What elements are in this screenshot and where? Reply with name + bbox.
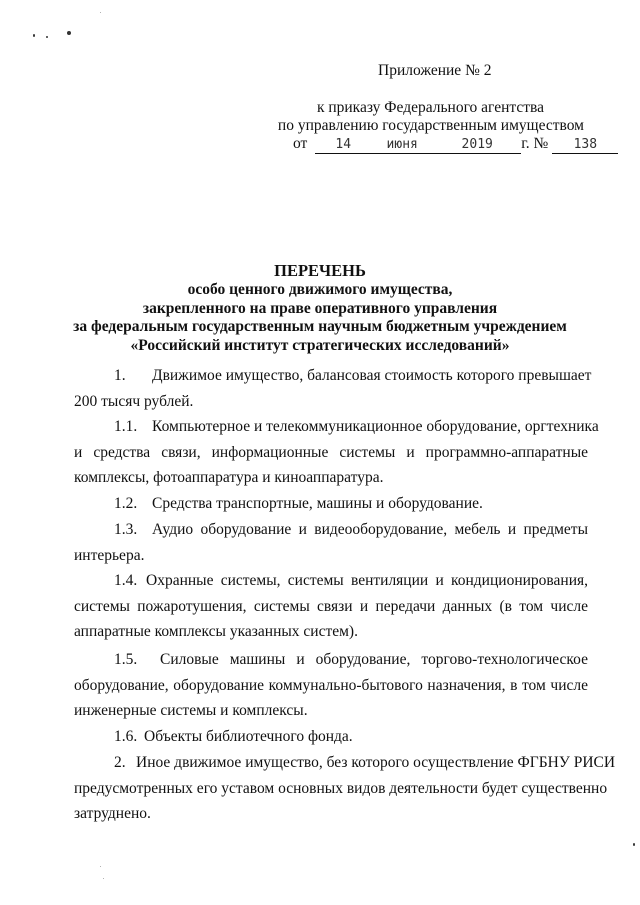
item-1-1 — [74, 414, 599, 491]
item-1-2 — [74, 491, 588, 517]
order-reference-line-1: к приказу Федерального агентства — [316, 99, 544, 116]
item-line: 1.6. Объекты библиотечного фонда. — [74, 724, 588, 750]
item-line: предусмотренных его уставом основных видов деятельности будет существенно — [74, 779, 608, 797]
item-number: 1.1. — [114, 418, 138, 435]
title-line-3: за федеральным государственным научным бюджетным учреждением — [73, 318, 567, 335]
item-line: оборудование, оборудование коммунально-бытового назначения, в том числе — [74, 676, 588, 694]
scan-speck — [33, 34, 35, 37]
order-day: 14 — [315, 137, 371, 154]
document-title: ПЕРЕЧЕНЬ — [274, 261, 366, 280]
scan-speck — [67, 31, 71, 35]
item-line: интерьера. — [74, 546, 145, 564]
scan-speck — [100, 12, 101, 13]
order-number: 138 — [552, 137, 618, 154]
item-number: 1.5. — [114, 651, 138, 668]
item-number: 1.3. — [114, 521, 138, 538]
item-line: комплексы, фотоаппаратура и киноаппаратура. — [74, 469, 384, 486]
item-1-4 — [74, 568, 588, 645]
scan-speck — [46, 36, 48, 38]
item-line: 1.5. Силовые машины и оборудование, торгово-технологическое — [74, 647, 588, 673]
item-number: 1.4. — [114, 572, 138, 589]
item-1-5 — [74, 647, 588, 724]
item-line: 200 тысяч рублей. — [74, 392, 194, 410]
item-number: 1. — [114, 367, 126, 384]
item-line: затруднено. — [74, 805, 151, 822]
item-line: системы пожаротушения, системы связи и передачи данных (в том числе — [74, 597, 588, 615]
year-suffix: г. № — [521, 135, 549, 152]
item-line: инженерные системы и комплексы. — [74, 702, 308, 719]
item-line: аппаратные комплексы указанных систем). — [74, 623, 358, 640]
order-month: июня — [371, 137, 433, 154]
date-prefix: от — [293, 135, 308, 152]
item-line: и средства связи, информационные системы и программно-аппаратные — [74, 443, 588, 461]
item-line: 1. Движимое имущество, балансовая стоимость которого превышает — [74, 363, 588, 389]
item-1-6 — [74, 724, 588, 750]
scan-speck — [100, 866, 101, 867]
item-line: 1.4. Охранные системы, системы вентиляции и кондиционирования, — [74, 568, 588, 594]
item-line: 1.1. Компьютерное и телекоммуникационное оборудование, оргтехника — [74, 414, 588, 440]
item-1 — [74, 363, 592, 414]
item-number: 1.2. — [114, 495, 138, 512]
item-line: 1.3. Аудио оборудование и видеооборудование, мебель и предметы — [74, 517, 588, 543]
item-line: 2. Иное движимое имущество, без которого осуществление ФГБНУ РИСИ — [74, 750, 588, 776]
order-reference-line-2: по управлению государственным имуществом — [277, 117, 584, 134]
item-number: 1.6. — [114, 728, 138, 745]
item-line: 1.2. Средства транспортные, машины и оборудование. — [74, 491, 588, 517]
scan-speck — [103, 878, 104, 879]
scan-speck — [633, 843, 635, 846]
title-line-2: закрепленного на праве оперативного управления — [142, 300, 498, 317]
order-year: 2019 — [433, 137, 521, 154]
item-2 — [74, 750, 616, 827]
item-number: 2. — [114, 754, 126, 771]
title-line-1: особо ценного движимого имущества, — [187, 281, 453, 298]
appendix-number: Приложение № 2 — [378, 62, 492, 79]
order-date-row — [293, 135, 618, 154]
item-1-3 — [74, 517, 588, 568]
title-line-4: «Российский институт стратегических исследований» — [130, 337, 510, 354]
